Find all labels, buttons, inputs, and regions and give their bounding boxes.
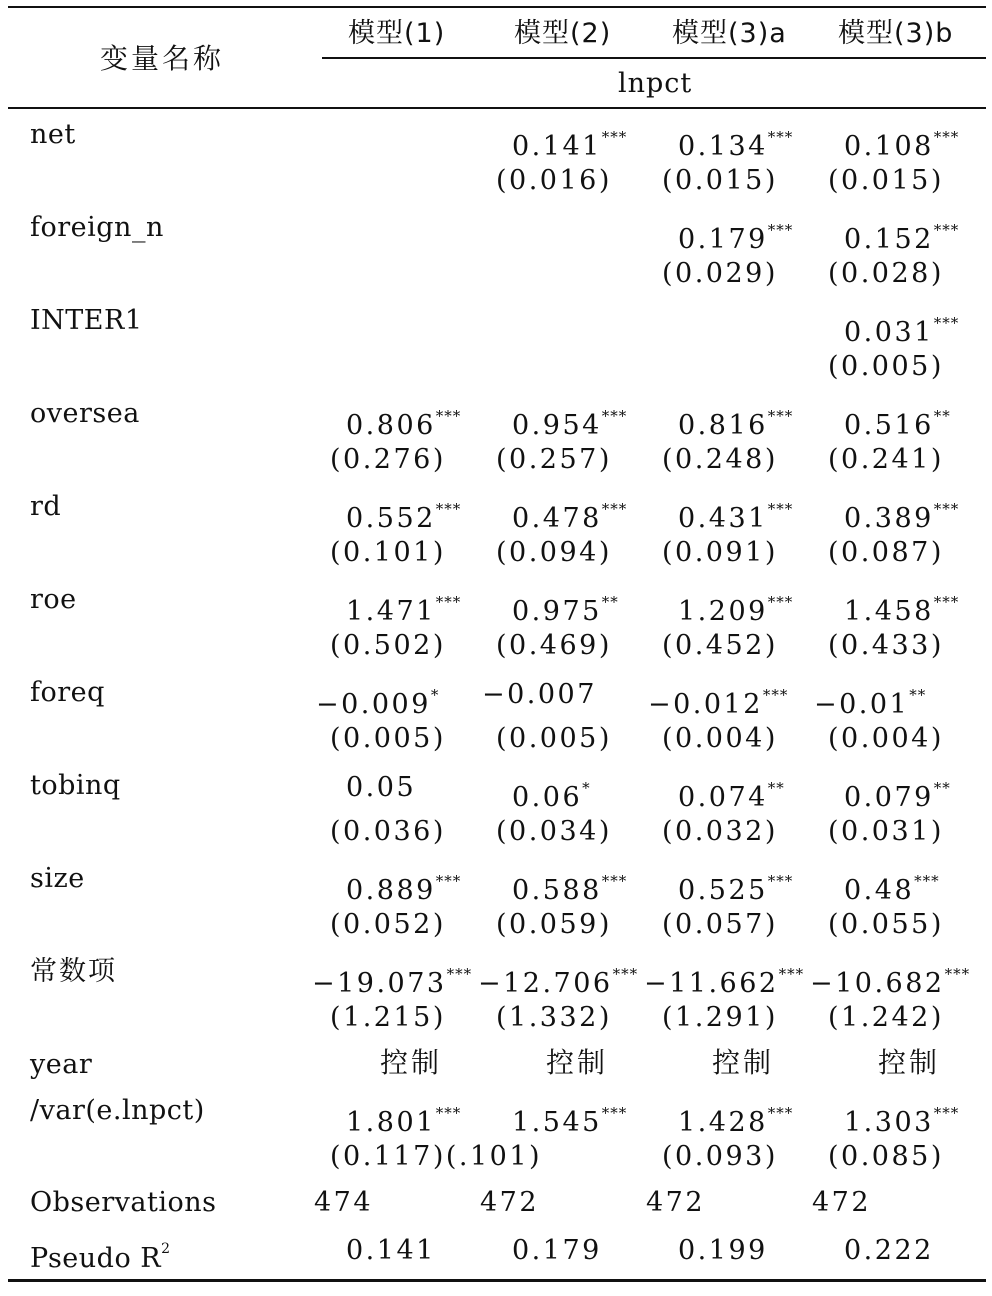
coefficient-value: 0.525 [678,875,768,906]
coefficient-value: −11.662 [644,968,779,999]
significance-stars: *** [601,872,628,890]
pseudo-r2-cell: 0.141 [346,1235,436,1266]
std-error-cell: (0.005) [330,723,446,754]
model-3a-header: 模型(3)a [672,18,787,49]
coefficient-value: 0.552 [346,503,436,534]
std-error-cell: (0.059) [496,909,612,940]
model-2-header: 模型(2) [514,18,612,49]
significance-stars: *** [767,407,794,425]
coef-cell [844,585,959,629]
coef-cell [346,864,461,908]
coefficient-value: −19.073 [312,968,447,999]
bottom-rule [8,1279,986,1282]
significance-stars: *** [767,500,794,518]
significance-stars: *** [601,128,628,146]
pseudo-r2-cell: 0.199 [678,1235,768,1266]
coefficient-value: 0.152 [844,224,934,255]
coefficient-value: −12.706 [478,968,613,999]
coefficient-value: 0.108 [844,131,934,162]
significance-stars: ** [909,686,927,704]
coef-cell [346,585,461,629]
variable-name-header: 变量名称 [100,42,225,75]
coefficient-value: 0.134 [678,131,768,162]
coef-cell [512,399,627,443]
significance-stars: *** [933,128,960,146]
significance-stars: *** [762,686,789,704]
coef-cell [678,1096,793,1140]
row-label: roe [30,584,77,615]
significance-stars: *** [601,1104,628,1122]
coef-cell [678,585,793,629]
coefficient-value: 0.806 [346,410,436,441]
std-error-cell: (0.257) [496,444,612,475]
std-error-cell: (0.469) [496,630,612,661]
coefficient-value: 1.458 [844,596,934,627]
std-error-cell: (0.005) [828,351,944,382]
coef-cell [810,957,970,1001]
pseudo-r2-cell: 0.222 [844,1235,934,1266]
coef-cell [512,1096,627,1140]
std-error-cell: (0.093) [662,1141,778,1172]
std-error-cell: (0.016) [496,165,612,196]
coefficient-value: 0.816 [678,410,768,441]
significance-stars: *** [612,965,639,983]
std-error-cell: (0.276) [330,444,446,475]
top-rule [8,6,986,8]
coefficient-value: 0.389 [844,503,934,534]
significance-stars: *** [435,407,462,425]
significance-stars: *** [767,593,794,611]
coef-cell [512,120,627,164]
std-error-cell: (0.004) [828,723,944,754]
model-1-header: 模型(1) [348,18,446,49]
std-error-cell: (0.085) [828,1141,944,1172]
std-error-cell: (0.052) [330,909,446,940]
significance-stars: *** [601,407,628,425]
coef-cell [678,771,785,815]
coefficient-value: −0.007 [482,679,597,710]
coef-cell [844,1096,959,1140]
coef-cell [844,864,940,908]
std-error-cell: (0.034) [496,816,612,847]
std-error-cell: (0.241) [828,444,944,475]
significance-stars: *** [914,872,940,890]
row-label-year: year [30,1049,93,1080]
coef-cell [844,306,959,350]
coefficient-value: −0.01 [814,689,910,720]
coef-cell [512,585,619,629]
coefficient-value: 1.428 [678,1107,768,1138]
row-label: INTER1 [30,305,143,336]
coefficient-value: 0.431 [678,503,768,534]
significance-stars: *** [767,221,794,239]
header-bottom-rule [8,107,986,109]
coefficient-value: 0.516 [844,410,934,441]
std-error-cell: (0.004) [662,723,778,754]
coef-cell [844,399,951,443]
coefficient-value: 0.179 [678,224,768,255]
significance-stars: * [430,686,440,704]
coef-cell [678,492,793,536]
row-label-pseudo-r2 [30,1232,171,1276]
std-error-cell: (0.091) [662,537,778,568]
std-error-cell: (0.057) [662,909,778,940]
row-label-observations: Observations [30,1187,217,1218]
model-3b-header: 模型(3)b [838,18,954,49]
coefficient-value: 1.471 [346,596,436,627]
significance-stars: ** [601,593,619,611]
coef-cell [844,771,951,815]
coef-cell [678,399,793,443]
coef-cell [644,957,804,1001]
coefficient-value: 1.209 [678,596,768,627]
row-label: size [30,863,85,894]
significance-stars: ** [933,407,951,425]
control-cell: 控制 [380,1046,443,1079]
dependent-variable-label: lnpct [618,68,693,99]
significance-stars: *** [933,221,960,239]
control-cell: 控制 [878,1046,941,1079]
coefficient-value: 0.588 [512,875,602,906]
std-error-cell: (0.029) [662,258,778,289]
significance-stars: *** [435,593,462,611]
coef-cell [346,399,461,443]
std-error-cell: (0.117)(.101) [330,1141,543,1172]
significance-stars: *** [435,872,462,890]
std-error-cell: (0.248) [662,444,778,475]
significance-stars: *** [933,314,960,332]
std-error-cell: (0.028) [828,258,944,289]
std-error-cell: (0.036) [330,816,446,847]
observations-cell: 472 [812,1187,872,1218]
row-label: foreign_n [30,212,164,243]
std-error-cell: (0.005) [496,723,612,754]
control-cell: 控制 [546,1046,609,1079]
coef-cell [678,213,793,257]
significance-stars: ** [933,779,951,797]
observations-cell: 474 [314,1187,374,1218]
coef-cell [814,678,926,722]
std-error-cell: (1.242) [828,1002,944,1033]
row-label: net [30,119,76,150]
observations-cell: 472 [480,1187,540,1218]
coefficient-value: 1.303 [844,1107,934,1138]
coefficient-value: 0.05 [346,772,417,803]
significance-stars: *** [933,500,960,518]
std-error-cell: (0.433) [828,630,944,661]
std-error-cell: (1.291) [662,1002,778,1033]
coef-cell [312,957,472,1001]
coef-cell [844,213,959,257]
pseudo-r-text: Pseudo R [30,1243,162,1274]
coef-cell [678,864,793,908]
significance-stars: *** [601,500,628,518]
significance-stars: *** [767,1104,794,1122]
coefficient-value: 0.06 [512,782,583,813]
significance-stars: *** [435,500,462,518]
coefficient-value: 0.954 [512,410,602,441]
coefficient-value: 0.975 [512,596,602,627]
regression-table [8,0,986,1296]
coefficient-value: 0.889 [346,875,436,906]
coef-cell [844,120,959,164]
row-label-var: /var(e.lnpct) [30,1095,205,1126]
row-label: tobinq [30,770,121,801]
coefficient-value: 0.079 [844,782,934,813]
coefficient-value: 0.031 [844,317,934,348]
significance-stars: *** [435,1104,462,1122]
coefficient-value: 1.545 [512,1107,602,1138]
significance-stars: *** [944,965,971,983]
std-error-cell: (0.031) [828,816,944,847]
significance-stars: *** [767,872,794,890]
coef-cell [512,492,627,536]
std-error-cell: (1.215) [330,1002,446,1033]
std-error-cell: (1.332) [496,1002,612,1033]
coefficient-value: 1.801 [346,1107,436,1138]
significance-stars: *** [778,965,805,983]
coefficient-value: 0.48 [844,875,915,906]
pseudo-r-superscript: 2 [161,1241,171,1257]
row-label: 常数项 [30,956,117,987]
row-label: foreq [30,677,105,708]
std-error-cell: (0.015) [828,165,944,196]
coef-cell [346,1096,461,1140]
coefficient-value: 0.141 [512,131,602,162]
coef-cell [678,120,793,164]
coef-cell [482,678,597,712]
coef-cell [844,492,959,536]
std-error-cell: (0.032) [662,816,778,847]
coefficient-value: −0.012 [648,689,763,720]
significance-stars: *** [767,128,794,146]
significance-stars: *** [933,593,960,611]
pseudo-r2-cell: 0.179 [512,1235,602,1266]
coef-cell [512,864,627,908]
std-error-cell: (0.502) [330,630,446,661]
coefficient-value: 0.478 [512,503,602,534]
header-subrule [322,57,986,59]
row-label: oversea [30,398,140,429]
significance-stars: *** [446,965,473,983]
significance-stars: * [582,779,591,797]
std-error-cell: (0.055) [828,909,944,940]
control-cell: 控制 [712,1046,775,1079]
std-error-cell: (0.101) [330,537,446,568]
coefficient-value: −10.682 [810,968,945,999]
coef-cell [648,678,788,722]
std-error-cell: (0.452) [662,630,778,661]
coef-cell [512,771,591,815]
significance-stars: *** [933,1104,960,1122]
observations-cell: 472 [646,1187,706,1218]
coefficient-value: −0.009 [316,689,431,720]
coef-cell [478,957,638,1001]
significance-stars: ** [767,779,785,797]
coef-cell [316,678,439,722]
std-error-cell: (0.087) [828,537,944,568]
coef-cell [346,492,461,536]
std-error-cell: (0.094) [496,537,612,568]
std-error-cell: (0.015) [662,165,778,196]
row-label: rd [30,491,62,522]
coefficient-value: 0.074 [678,782,768,813]
coef-cell [346,771,416,805]
